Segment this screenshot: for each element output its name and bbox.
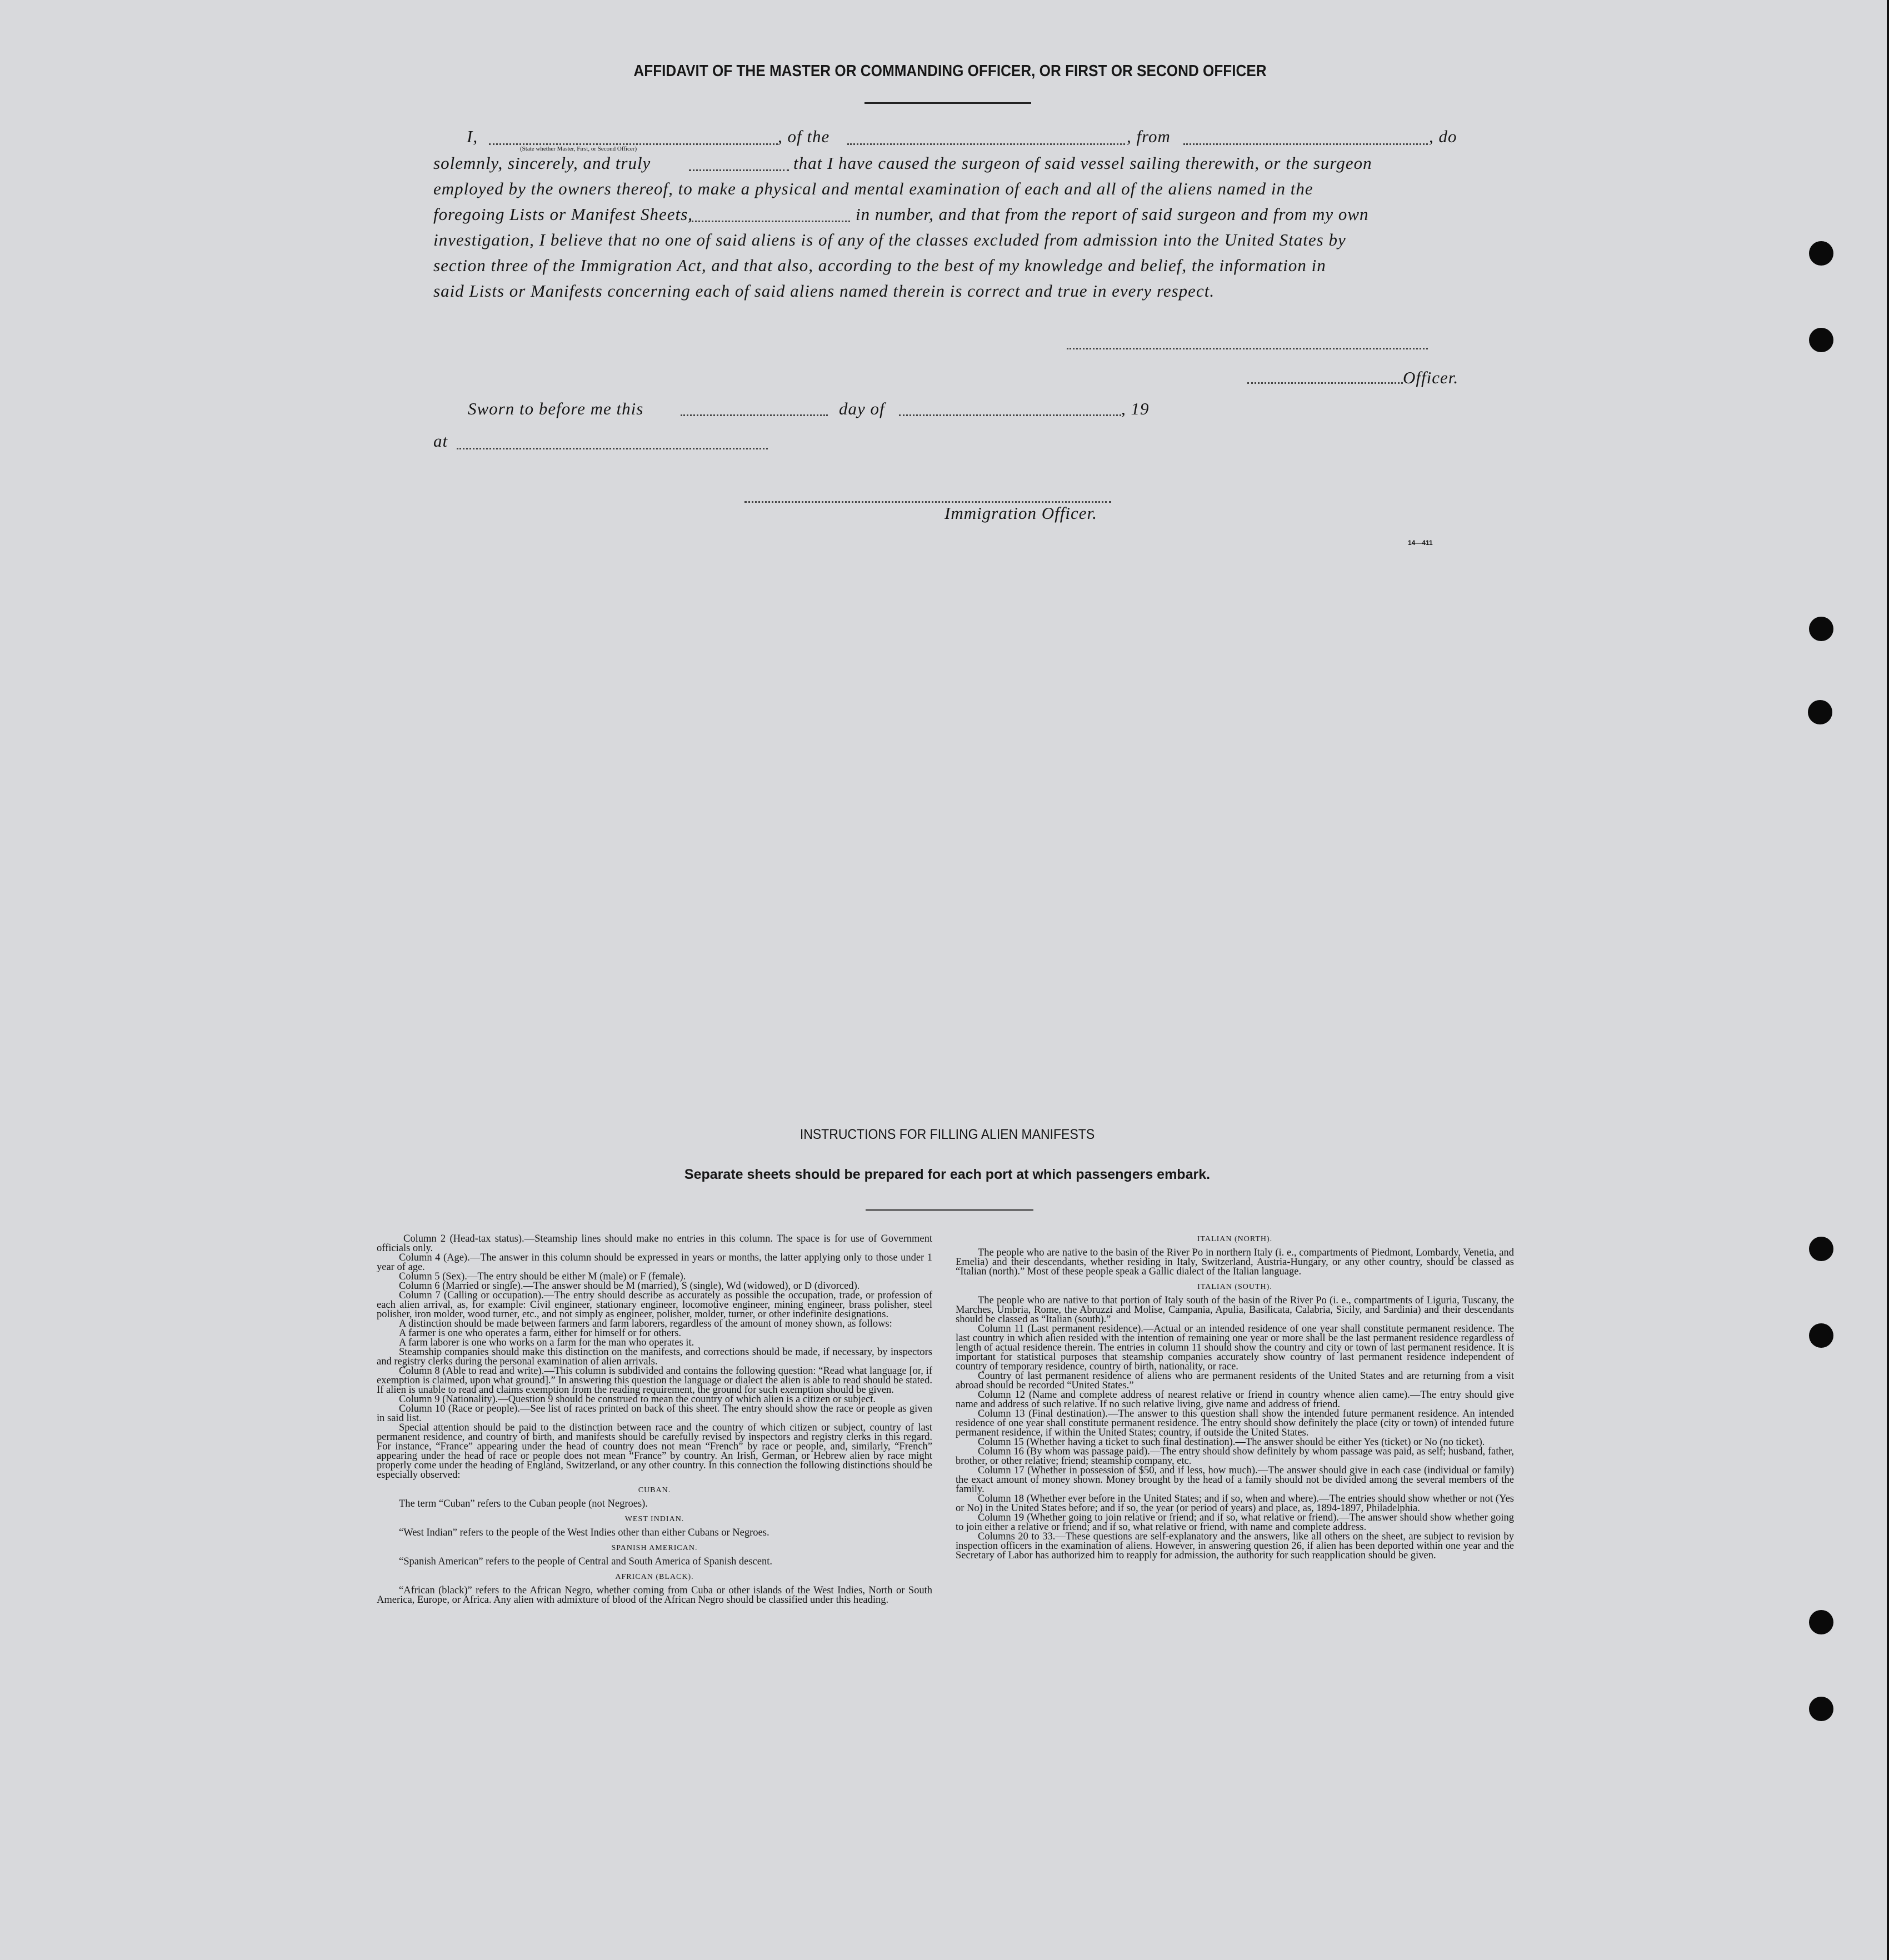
para-column-17: Column 17 (Whether in possession of $50, and if less, how much).—The answer should give in each case (individual or family) the exact amount of money shown. Money brought by the head of a family should not be divided among the several members of the family. xyxy=(956,1465,1514,1495)
para-column-8: Column 8 (Able to read and write).—This column is subdivided and contains the following question: “Read what language [or, if exemption is claimed, upon what ground].” In answering this question the language or dialect the alien is able to read should be stated. If alien is unable to read and claims exemption from the reading requirement, the ground for such exemption should be given. xyxy=(377,1366,932,1396)
heading-cuban: CUBAN. xyxy=(638,1486,671,1494)
swear-field[interactable] xyxy=(689,169,789,171)
title-divider xyxy=(864,102,1031,104)
officer-line[interactable] xyxy=(1247,382,1403,384)
para-column-6: Column 6 (Married or single).—The answer should be M (married), S (single), Wd (widowed), or D (divorced). xyxy=(399,1281,860,1292)
para-column-16: Column 16 (By whom was passage paid).—The entry should show definitely by whom passage was paid, as self; husband, father, brother, or other relative; friend; steamship company, etc. xyxy=(956,1446,1514,1467)
para-column-4: Column 4 (Age).—The answer in this column should be expressed in years or months, the latter applying only to those under 1 year of age. xyxy=(377,1252,932,1273)
punch-hole-7 xyxy=(1809,1610,1833,1634)
punch-hole-5 xyxy=(1809,1237,1833,1261)
para-spanish-american: “Spanish American” refers to the people of Central and South America of Spanish descent. xyxy=(399,1556,772,1567)
line-5-text: investigation, I believe that no one of said aliens is of any of the classes excluded from admission into the United States by xyxy=(433,230,1346,249)
port-field[interactable] xyxy=(1183,143,1428,145)
foregoing-label: foregoing Lists or Manifest Sheets, xyxy=(433,204,693,224)
punch-hole-1 xyxy=(1809,241,1833,266)
heading-italian-north: ITALIAN (NORTH). xyxy=(1197,1235,1273,1243)
para-west-indian: “West Indian” refers to the people of the West Indies other than either Cubans or Negroes. xyxy=(399,1527,769,1538)
line-6-text: section three of the Immigration Act, and that also, according to the best of my knowledge and belief, the information in xyxy=(433,256,1326,275)
para-african: “African (black)” refers to the African Negro, whether coming from Cuba or other islands of the West Indies, North or South America, Europe, or Africa. Any alien with admixture of blood of the African Negro should be classified under this heading. xyxy=(377,1585,932,1606)
immigration-officer-label: Immigration Officer. xyxy=(944,503,1097,523)
line-2-text: that I have caused the surgeon of said vessel sailing therewith, or the surgeon xyxy=(793,153,1372,173)
para-steamship: Steamship companies should make this distinction on the manifests, and corrections should be made, if necessary, by inspectors and registry clerks during the personal examination of alien arrivals. xyxy=(377,1347,932,1367)
para-column-12: Column 12 (Name and complete address of nearest relative or friend in country whence alien came).—The entry should give name and address of such relative. If no such relative living, give name and address of friend. xyxy=(956,1389,1514,1410)
word-i: I, xyxy=(467,127,478,146)
state-note: (State whether Master, First, or Second Officer) xyxy=(520,146,637,152)
instructions-left-column xyxy=(377,1234,932,1605)
punch-hole-2 xyxy=(1809,328,1833,352)
number-field[interactable] xyxy=(689,221,850,222)
para-farm-laborer: A farm laborer is one who works on a farm for the man who operates it. xyxy=(399,1337,694,1348)
para-cuban: The term “Cuban” refers to the Cuban people (not Negroes). xyxy=(399,1498,648,1509)
form-number: 14—411 xyxy=(1408,539,1433,547)
at-label: at xyxy=(433,431,448,451)
do-label: , do xyxy=(1429,127,1457,146)
para-columns-20-33: Columns 20 to 33.—These questions are self-explanatory and the answers, like all others on the sheet, are subject to revision by inspection officers in the examination of aliens. However, in answering question 26, if alien has been deported within one year and the Secretary of Labor has authorized him to reapply for admission, the authority for such reapplication should be given. xyxy=(956,1531,1514,1561)
para-italian-south: The people who are native to that portion of Italy south of the basin of the River Po (i. e., compartments of Liguria, Tuscany, the Marches, Umbria, Rome, the Abruzzi and Molise, Campania, Apulia, Basilicata, Calabria, Sicily, and Sardinia) and their descendants should be classed as “Italian (south).” xyxy=(956,1295,1514,1325)
punch-hole-4 xyxy=(1808,700,1832,724)
para-column-2: Column 2 (Head-tax status).—Steamship lines should make no entries in this column. The space is for use of Government officials only. xyxy=(377,1233,932,1254)
para-column-10: Column 10 (Race or people).—See list of races printed on back of this sheet. The entry should show the race or people as given in said list. xyxy=(377,1403,932,1424)
day-of-label: day of xyxy=(839,399,885,418)
para-italian-north: The people who are native to the basin of the River Po in northern Italy (i. e., compartments of Piedmont, Lombardy, Venetia, and Emelia) and their descendants, whether residing in Italy, Switzerland, Austria-Hungary, or any other country, should be classed as “Italian (north).” Most of these people speak a Gallic dialect of the Italian language. xyxy=(956,1247,1514,1277)
from-label: , from xyxy=(1127,127,1171,146)
instructions-right-column xyxy=(956,1234,1514,1561)
punch-hole-3 xyxy=(1809,617,1833,641)
line-7-text: said Lists or Manifests concerning each of said aliens named therein is correct and true in every respect. xyxy=(433,281,1215,301)
line-3-text: employed by the owners thereof, to make a physical and mental examination of each and all of the aliens named in the xyxy=(433,179,1313,198)
immigration-officer-line[interactable] xyxy=(744,501,1111,503)
affidavit-title: AFFIDAVIT OF THE MASTER OR COMMANDING OFFICER, OR FIRST OR SECOND OFFICER xyxy=(633,62,1267,80)
heading-spanish-american: SPANISH AMERICAN. xyxy=(611,1544,698,1552)
instructions-title: INSTRUCTIONS FOR FILLING ALIEN MANIFESTS xyxy=(799,1127,1095,1142)
para-last-residence: Country of last permanent residence of aliens who are permanent residents of the United States and are returning from a visit abroad should be recorded “United States.” xyxy=(956,1371,1514,1391)
instructions-subtitle: Separate sheets should be prepared for each port at which passengers embark. xyxy=(684,1167,1211,1182)
para-farmer-distinction: A distinction should be made between farmers and farm laborers, regardless of the amount of money shown, as follows: xyxy=(399,1318,892,1329)
officer-rank-field[interactable] xyxy=(489,143,778,145)
para-column-19: Column 19 (Whether going to join relative or friend; and if so, what relative or friend).—The answer should show whether going to join either a relative or friend; and if so, what relative or friend, with name and complete address. xyxy=(956,1512,1514,1533)
para-column-11: Column 11 (Last permanent residence).—Actual or an intended residence of one year shall constitute permanent residence. The last country in which alien resided with the intention of remaining one year or more shall be the last permanent residence regardless of length of actual residence therein. The entries in column 11 should show the country and city or town of last permanent residence. It is important for statistical purposes that steamship companies accurately show country of last permanent residence independent of country of temporary residence, country of birth, nationality, or race. xyxy=(956,1323,1514,1372)
solemnly-label: solemnly, sincerely, and truly xyxy=(433,153,651,173)
month-field[interactable] xyxy=(899,414,1121,416)
of-the-label: , of the xyxy=(778,127,830,146)
para-special-attention: Special attention should be paid to the distinction between race and the country of which citizen or subject, country of last permanent residence, and country of birth, and manifests should be carefully revised by inspectors and registry clerks in this regard. For instance, “France” appearing under the head of country does not mean “French” by race or people, and, similarly, “French” appearing under the head of race or people does not mean “France” by country. An Irish, German, or Hebrew alien by race might properly come under the heading of England, Switzerland, or any other country. In this connection the following distinctions should be especially observed: xyxy=(377,1422,932,1481)
vessel-field[interactable] xyxy=(847,143,1125,145)
heading-italian-south: ITALIAN (SOUTH). xyxy=(1197,1283,1272,1291)
punch-hole-8 xyxy=(1809,1697,1833,1721)
sworn-label: Sworn to before me this xyxy=(468,399,644,418)
heading-west-indian: WEST INDIAN. xyxy=(624,1515,684,1523)
para-column-9: Column 9 (Nationality).—Question 9 should be construed to mean the country of which alien is a citizen or subject. xyxy=(399,1394,876,1405)
place-field[interactable] xyxy=(457,448,768,449)
para-column-15: Column 15 (Whether having a ticket to such final destination).—The answer should be either Yes (ticket) or No (no ticket). xyxy=(978,1437,1485,1448)
para-column-7: Column 7 (Calling or occupation).—The entry should describe as accurately as possible the occupation, trade, or profession of each alien arrival, as, for example: Civil engineer, stationary engineer, locomotive engineer, mining engineer, brass polisher, steel polisher, iron molder, wood turner, etc., and not simply as engineer, polisher, molder, turner, or other indefinite designations. xyxy=(377,1290,932,1320)
year-label: , 19 xyxy=(1121,399,1150,418)
line-4-text: in number, and that from the report of said surgeon and from my own xyxy=(856,204,1369,224)
para-column-13: Column 13 (Final destination).—The answer to this question shall show the intended future permanent residence. An intended residence of one year shall constitute permanent residence. The entry should show definitely the place (city or town) of intended future permanent residence, if within the United States; country, if outside the United States. xyxy=(956,1408,1514,1438)
heading-african: AFRICAN (BLACK). xyxy=(615,1573,694,1581)
signature-line[interactable] xyxy=(1067,348,1428,349)
officer-label: Officer. xyxy=(1403,368,1459,387)
para-column-5: Column 5 (Sex).—The entry should be either M (male) or F (female). xyxy=(399,1271,686,1282)
para-column-18: Column 18 (Whether ever before in the United States; and if so, when and where).—The entries should show whether or not (Yes or No) in the United States before; and if so, the year (or period of years) and place, as, 1894-1897, Philadelphia. xyxy=(956,1493,1514,1514)
punch-hole-6 xyxy=(1809,1323,1833,1348)
day-field[interactable] xyxy=(681,414,828,416)
instructions-divider xyxy=(866,1209,1033,1211)
para-farmer: A farmer is one who operates a farm, either for himself or for others. xyxy=(399,1328,682,1339)
